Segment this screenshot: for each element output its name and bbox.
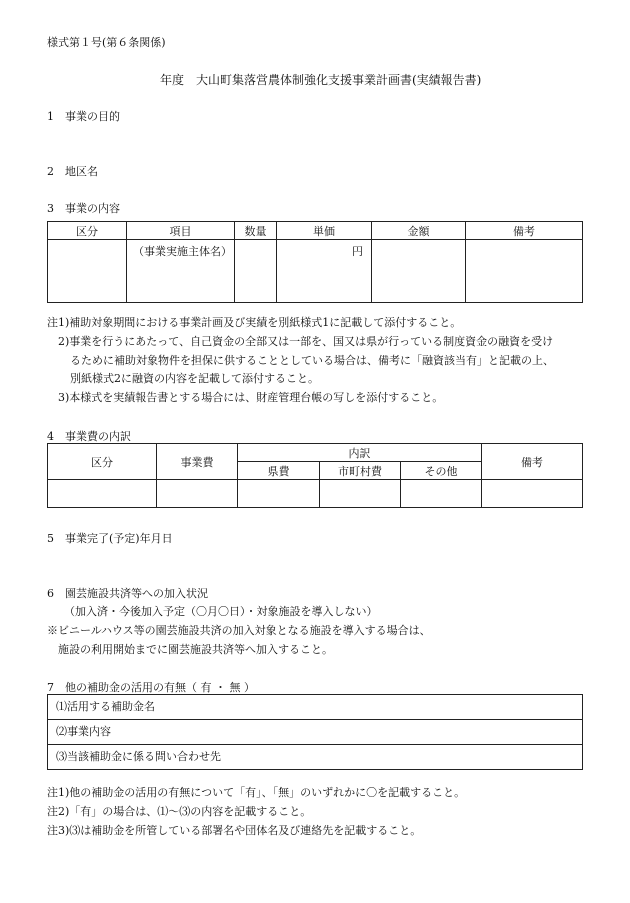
- cell-item[interactable]: （事業実施主体名）: [127, 240, 235, 303]
- cell-quantity[interactable]: [235, 240, 277, 303]
- page-title: 年度 大山町集落営農体制強化支援事業計画書(実績報告書): [160, 73, 482, 87]
- subsidy-info-box: [47, 694, 583, 770]
- cell-other[interactable]: [401, 480, 482, 508]
- note3-3: 3)本様式を実績報告書とする場合には、財産管理台帳の写しを添付すること。: [58, 391, 444, 404]
- header-other: その他: [401, 462, 482, 480]
- section-6-heading: 6 園芸施設共済等への加入状況: [47, 587, 208, 600]
- section-7-heading: 7 他の補助金の活用の有無（ 有 ・ 無 ）: [47, 681, 255, 694]
- section-2-heading: 2 地区名: [47, 165, 98, 178]
- cell-remarks[interactable]: [482, 480, 583, 508]
- s6-options: （加入済・今後加入予定（〇月〇日）・対象施設を導入しない）: [64, 605, 378, 618]
- header-municipal-cost: 市町村費: [320, 462, 401, 480]
- note3-2b: るために補助対象物件を担保に供することとしている場合は、備考に「融資該当有」と記載の上、: [70, 354, 554, 367]
- s6-note-1: ※ビニールハウス等の園芸施設共済の加入対象となる施設を導入する場合は、: [47, 624, 431, 637]
- header-unit-price: 単価: [277, 222, 372, 240]
- header-quantity: 数量: [235, 222, 277, 240]
- note3-1: 注1)補助対象期間における事業計画及び実績を別紙様式1に記載して添付すること。: [47, 316, 462, 329]
- section-4-heading: 4 事業費の内訳: [47, 430, 131, 443]
- form-number: 様式第１号(第６条関係): [47, 36, 166, 49]
- subsidy-name-row[interactable]: ⑴活用する補助金名: [56, 700, 155, 713]
- section-3-heading: 3 事業の内容: [47, 202, 120, 215]
- business-content-table: [47, 221, 583, 303]
- note7-1: 注1)他の補助金の活用の有無について「有」、「無」のいずれかに〇を記載すること。: [47, 786, 466, 799]
- note7-2: 注2)「有」の場合は、⑴～⑶の内容を記載すること。: [47, 805, 312, 818]
- cell-unit-price[interactable]: 円: [277, 240, 372, 303]
- section-5-heading: 5 事業完了(予定)年月日: [47, 532, 173, 545]
- cell-kubun[interactable]: [48, 240, 127, 303]
- section-1-heading: 1 事業の目的: [47, 110, 120, 123]
- cell-project-cost[interactable]: [157, 480, 238, 508]
- cell-remarks[interactable]: [466, 240, 583, 303]
- subsidy-content-row[interactable]: ⑵事業内容: [48, 719, 582, 744]
- header-kubun: 区分: [48, 222, 127, 240]
- header-breakdown: 内訳: [238, 444, 482, 462]
- s6-note-2: 施設の利用開始までに園芸施設共済等へ加入すること。: [58, 643, 333, 656]
- header-amount: 金額: [372, 222, 466, 240]
- header-project-cost: 事業費: [157, 444, 238, 480]
- header-item: 項目: [127, 222, 235, 240]
- cell-prefecture-cost[interactable]: [238, 480, 320, 508]
- note3-2c: 別紙様式2に融資の内容を記載して添付すること。: [70, 372, 319, 385]
- subsidy-contact-row[interactable]: ⑶当該補助金に係る問い合わせ先: [48, 744, 582, 769]
- cell-amount[interactable]: [372, 240, 466, 303]
- note7-3: 注3)⑶は補助金を所管している部署名や団体名及び連絡先を記載すること。: [47, 824, 422, 837]
- note3-2a: 2)事業を行うにあたって、自己資金の全部又は一部を、国又は県が行っている制度資金の融資を受け: [58, 335, 554, 348]
- header-remarks: 備考: [466, 222, 583, 240]
- header-kubun: 区分: [48, 444, 157, 480]
- header-prefecture-cost: 県費: [238, 462, 320, 480]
- cell-municipal-cost[interactable]: [320, 480, 401, 508]
- header-remarks: 備考: [482, 444, 583, 480]
- cell-kubun[interactable]: [48, 480, 157, 508]
- cost-breakdown-table: [47, 443, 583, 508]
